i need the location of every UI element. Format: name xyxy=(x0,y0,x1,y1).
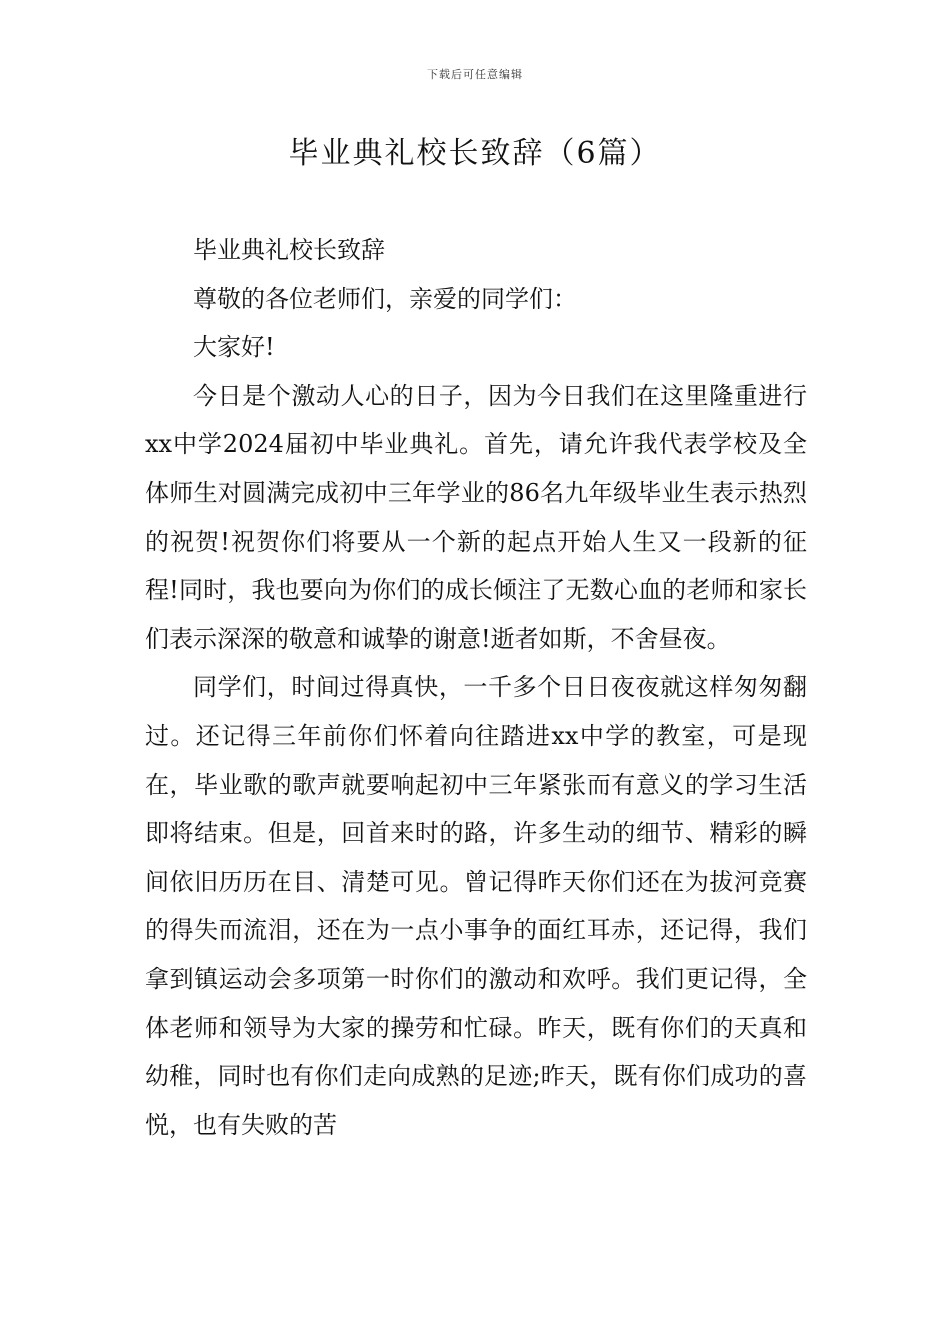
subtitle-paragraph: 毕业典礼校长致辞 xyxy=(193,236,385,264)
salutation-paragraph: 尊敬的各位老师们，亲爱的同学们： xyxy=(193,284,577,313)
document-title: 毕业典礼校长致辞（6篇） xyxy=(288,136,662,171)
body-paragraph: 今日是个激动人心的日子，因为今日我们在这里隆重进行xx中学2024届初中毕业典礼。首先，请允许我代表学校及全体师生对圆满完成初中三年学业的86名九年级毕业生表示热烈的祝贺!祝贺你们将要从一个新的起点开始人生又一段新的征程!同时，我也要向为你们的成长倾注了无数心血的老师和家长们表示深深的敬意和诚挚的谢意!逝者如斯，不舍昼夜。 xyxy=(145,381,807,653)
document-body xyxy=(145,226,807,1149)
body-paragraph: 同学们，时间过得真快，一千多个日日夜夜就这样匆匆翻过。还记得三年前你们怀着向往踏进xx中学的教室，可是现在，毕业歌的歌声就要响起初中三年紧张而有意义的学习生活即将结束。但是，回首来时的路，许多生动的细节、精彩的瞬间依旧历历在目、清楚可见。曾记得昨天你们还在为拔河竞赛的得失而流泪，还在为一点小事争的面红耳赤，还记得，我们拿到镇运动会多项第一时你们的激动和欢呼。我们更记得，全体老师和领导为大家的操劳和忙碌。昨天，既有你们的天真和幼稚，同时也有你们走向成熟的足迹;昨天，既有你们成功的喜悦，也有失败的苦 xyxy=(145,673,807,1139)
greeting-paragraph: 大家好! xyxy=(193,333,275,362)
header-note: 下载后可任意编辑 xyxy=(427,68,523,81)
